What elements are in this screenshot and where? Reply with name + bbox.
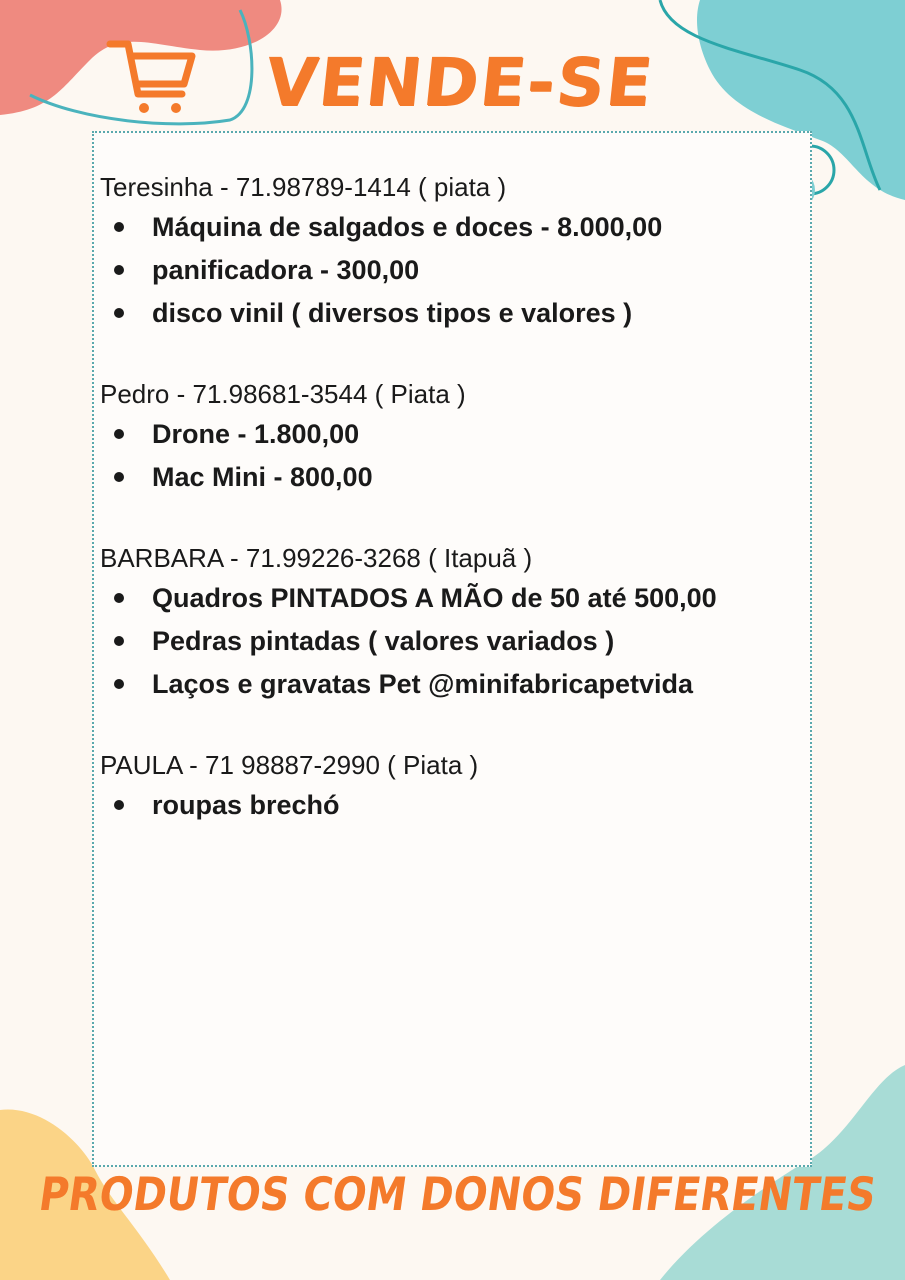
header — [0, 30, 905, 130]
seller-contact: BARBARA - 71.99226-3268 ( Itapuã ) — [100, 543, 533, 573]
list-item — [100, 249, 820, 292]
item-text: Laços e gravatas Pet @minifabricapetvida — [152, 669, 694, 699]
bullet-icon — [114, 636, 124, 646]
footer-banner — [0, 1169, 905, 1222]
item-text: Pedras pintadas ( valores variados ) — [152, 626, 615, 656]
list-item — [100, 456, 820, 499]
list-item — [100, 413, 820, 456]
bullet-icon — [114, 800, 124, 810]
listing-content — [100, 168, 820, 867]
seller-block — [100, 539, 820, 706]
page-title: VENDE-SE — [261, 44, 658, 121]
bullet-icon — [114, 429, 124, 439]
list-item — [100, 577, 820, 620]
item-text: Máquina de salgados e doces - 8.000,00 — [152, 212, 663, 242]
item-text: roupas brechó — [152, 790, 340, 820]
item-text: disco vinil ( diversos tipos e valores ) — [152, 298, 633, 328]
item-text: panificadora - 300,00 — [152, 255, 420, 285]
seller-block — [100, 168, 820, 335]
list-item — [100, 663, 820, 706]
seller-block — [100, 375, 820, 499]
seller-contact: Pedro - 71.98681-3544 ( Piata ) — [100, 379, 466, 409]
item-text: Quadros PINTADOS A MÃO de 50 até 500,00 — [152, 583, 717, 613]
list-item — [100, 206, 820, 249]
item-list — [100, 413, 820, 499]
item-list — [100, 577, 820, 706]
item-text: Drone - 1.800,00 — [152, 419, 360, 449]
bullet-icon — [114, 679, 124, 689]
bullet-icon — [114, 308, 124, 318]
item-list — [100, 784, 820, 827]
shopping-cart-icon — [106, 36, 198, 118]
item-text: Mac Mini - 800,00 — [152, 462, 373, 492]
bullet-icon — [114, 593, 124, 603]
bullet-icon — [114, 222, 124, 232]
seller-contact: Teresinha - 71.98789-1414 ( piata ) — [100, 172, 507, 202]
item-list — [100, 206, 820, 335]
list-item — [100, 784, 820, 827]
seller-block — [100, 746, 820, 827]
list-item — [100, 620, 820, 663]
footer-text: PRODUTOS COM DONOS DIFERENTES — [35, 1168, 880, 1222]
list-item — [100, 292, 820, 335]
bullet-icon — [114, 472, 124, 482]
bullet-icon — [114, 265, 124, 275]
seller-contact: PAULA - 71 98887-2990 ( Piata ) — [100, 750, 479, 780]
